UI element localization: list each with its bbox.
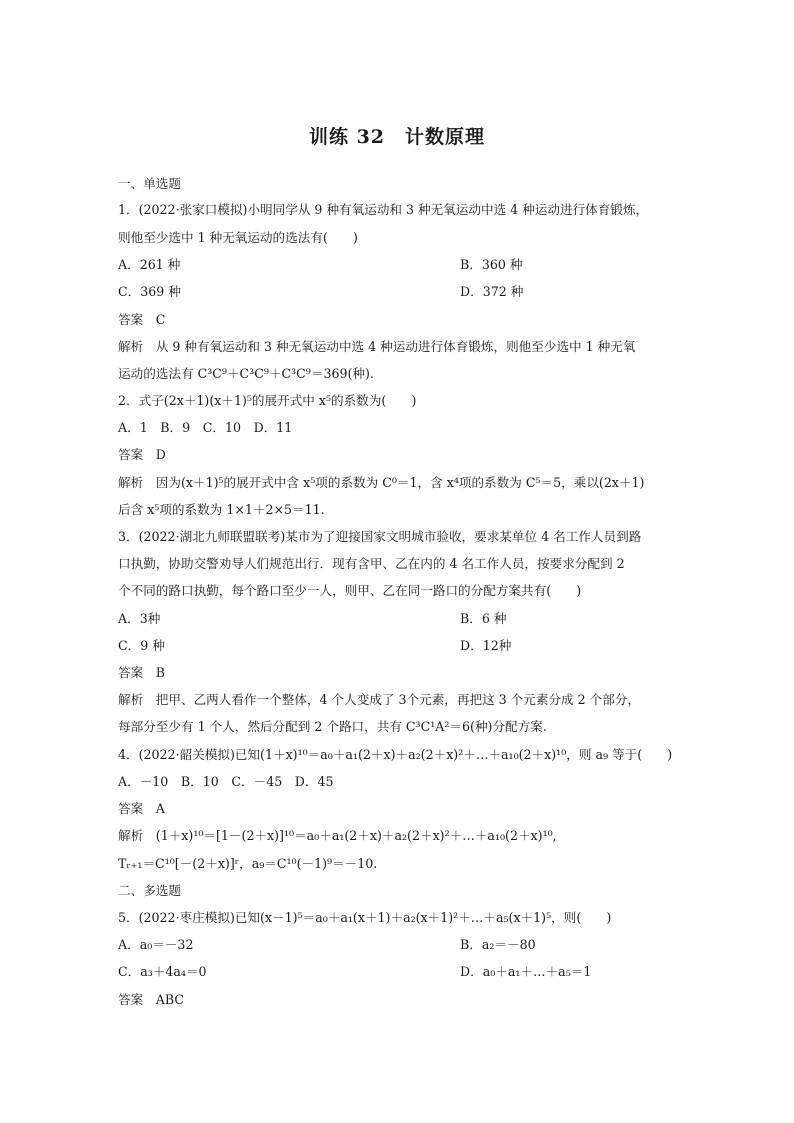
- question-2-explanation: 解析 因为(x＋1)⁵的展开式中含 x⁵项的系数为 C⁰＝1，含 x⁴项的系数为 C⁵＝5，乘以(2x＋1): [118, 475, 645, 490]
- question-5-answer: 答案 ABC: [118, 992, 185, 1007]
- option-d: D．a₀＋a₁＋…＋a₅＝1: [460, 964, 592, 979]
- option-b: B．a₂＝－80: [460, 937, 536, 952]
- question-3-text: 3．(2022·湖北九师联盟联考)某市为了迎接国家文明城市验收，要求某单位 4 名工作人员到路: [118, 529, 642, 544]
- question-3-explanation-cont: 每部分至少有 1 个人，然后分配到 2 个路口，共有 C³C¹A²＝6(种)分配方案.: [118, 719, 547, 734]
- option-b: B．6 种: [460, 611, 507, 626]
- question-2-explanation-cont: 后含 x⁵项的系数为 1×1＋2×5＝11.: [118, 502, 325, 517]
- question-3-answer: 答案 B: [118, 665, 166, 680]
- page-title: 训练 32 计数原理: [308, 126, 486, 148]
- question-1-answer: 答案 C: [118, 312, 166, 327]
- question-3-options-row1: [118, 611, 678, 627]
- section-heading-single: 一、单选题: [118, 176, 181, 191]
- question-1-options-row2: [118, 284, 678, 300]
- option-c: C．a₃＋4a₄＝0: [118, 964, 207, 979]
- question-3-explanation: 解析 把甲、乙两人看作一个整体，4 个人变成了 3个元素，再把这 3 个元素分成 2 个部分，: [118, 692, 641, 707]
- question-1-explanation-cont: 运动的选法有 C³C⁹＋C³C⁹＋C³C⁹＝369(种).: [118, 366, 374, 381]
- option-a: A．a₀＝－32: [118, 937, 194, 952]
- question-4-explanation-cont: Tᵣ₊₁＝C¹⁰[－(2＋x)]ʳ，a₉＝C¹⁰(－1)⁹＝－10.: [118, 856, 378, 871]
- question-2-answer: 答案 D: [118, 447, 166, 462]
- question-3-text-cont2: 个不同的路口执勤，每个路口至少一人，则甲、乙在同一路口的分配方案共有( ): [118, 583, 582, 598]
- question-1-explanation: 解析 从 9 种有氧运动和 3 种无氧运动中选 4 种运动进行体育锻炼，则他至少选中 1 种无氧: [118, 339, 636, 354]
- option-d: D．12种: [460, 638, 512, 653]
- question-2-text: 2．式子(2x＋1)(x＋1)⁵的展开式中 x⁵的系数为( ): [118, 393, 417, 408]
- option-b: B．360 种: [460, 257, 523, 272]
- question-5-options-row1: [118, 937, 678, 953]
- question-2-options: A．1 B．9 C．10 D．11: [118, 420, 293, 435]
- question-3-text-cont: 口执勤，协助交警劝导人们规范出行．现有含甲、乙在内的 4 名工作人员，按要求分配到 2: [118, 556, 625, 571]
- question-4-answer: 答案 A: [118, 801, 165, 816]
- question-4-text: 4．(2022·韶关模拟)已知(1＋x)¹⁰＝a₀＋a₁(2＋x)＋a₂(2＋x)²＋…＋a₁₀(2＋x)¹⁰，则 a₉ 等于( ): [118, 747, 673, 762]
- option-c: C．9 种: [118, 638, 165, 653]
- question-5-options-row2: [118, 964, 678, 980]
- option-d: D．372 种: [460, 284, 524, 299]
- question-1-text-cont: 则他至少选中 1 种无氧运动的选法有( ): [118, 230, 358, 245]
- question-5-text: 5．(2022·枣庄模拟)已知(x－1)⁵＝a₀＋a₁(x＋1)＋a₂(x＋1)²＋…＋a₅(x＋1)⁵，则( ): [118, 910, 612, 925]
- question-1-options-row1: [118, 257, 678, 273]
- question-1-text: 1．(2022·张家口模拟)小明同学从 9 种有氧运动和 3 种无氧运动中选 4 种运动进行体育锻炼，: [118, 202, 649, 217]
- question-4-options: A．－10 B．10 C．－45 D．45: [118, 774, 334, 789]
- option-a: A．261 种: [118, 257, 181, 272]
- option-c: C．369 种: [118, 284, 181, 299]
- question-4-explanation: 解析 (1＋x)¹⁰＝[1－(2＋x)]¹⁰＝a₀＋a₁(2＋x)＋a₂(2＋x)²＋…＋a₁₀(2＋x)¹⁰,: [118, 828, 557, 843]
- question-3-options-row2: [118, 638, 678, 654]
- option-a: A．3种: [118, 611, 161, 626]
- section-heading-multi: 二、多选题: [118, 883, 181, 898]
